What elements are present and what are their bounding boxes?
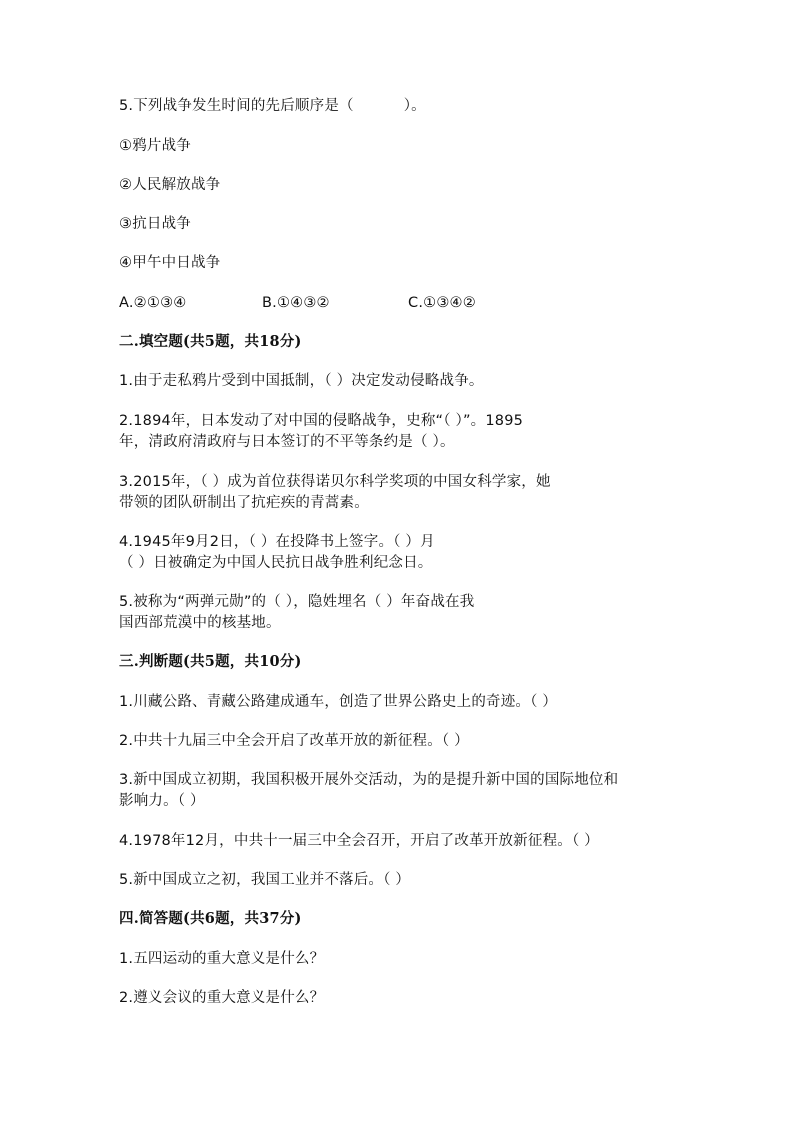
short-section-heading: 四.简答题(共6题，共37分) <box>119 910 302 927</box>
q5-option-1: ①鸦片战争 <box>119 138 191 154</box>
q5-option-4: ④甲午中日战争 <box>119 255 221 271</box>
q5-choice-b: B.①④③② <box>262 295 330 311</box>
fill-q2-line1: 2.1894年，日本发动了对中国的侵略战争，史称“（ ）”。1895 <box>119 413 524 429</box>
judge-q2: 2.中共十九届三中全会开启了改革开放的新征程。（ ） <box>119 733 469 749</box>
fill-q2-line2: 年，清政府清政府与日本签订的不平等条约是（ ）。 <box>119 434 455 450</box>
short-q2: 2.遵义会议的重大意义是什么？ <box>119 990 325 1006</box>
judge-q4: 4.1978年12月，中共十一届三中全会召开，开启了改革开放新征程。（ ） <box>119 833 599 849</box>
judge-q3-line1: 3.新中国成立初期，我国积极开展外交活动，为的是提升新中国的国际地位和 <box>119 772 619 788</box>
judge-section-heading: 三.判断题(共5题，共10分) <box>119 653 302 670</box>
fill-q3-line1: 3.2015年，（ ）成为首位获得诺贝尔科学奖项的中国女科学家，她 <box>119 474 551 490</box>
judge-q1: 1.川藏公路、青藏公路建成通车，创造了世界公路史上的奇迹。（ ） <box>119 694 558 710</box>
q5-choice-a: A.②①③④ <box>119 295 187 311</box>
fill-q5-line1: 5.被称为“两弹元勋”的（ ），隐姓埋名（ ）年奋战在我 <box>119 594 475 610</box>
fill-q3-line2: 带领的团队研制出了抗疟疾的青蒿素。 <box>119 495 369 511</box>
fill-q4-line2: （ ）日被确定为中国人民抗日战争胜利纪念日。 <box>119 555 433 571</box>
q5-stem-a: 5.下列战争发生时间的先后顺序是（ <box>119 98 354 114</box>
judge-q5: 5.新中国成立之初，我国工业并不落后。（ ） <box>119 872 411 888</box>
q5-option-2: ②人民解放战争 <box>119 177 221 193</box>
fill-q1: 1.由于走私鸦片受到中国抵制，（ ）决定发动侵略战争。 <box>119 373 484 389</box>
short-q1: 1.五四运动的重大意义是什么？ <box>119 951 325 967</box>
fill-q5-line2: 国西部荒漠中的核基地。 <box>119 615 281 631</box>
q5-option-3: ③抗日战争 <box>119 216 191 232</box>
q5-stem-b: ）。 <box>403 98 426 114</box>
fill-section-heading: 二.填空题(共5题，共18分) <box>119 333 302 350</box>
fill-q4-line1: 4.1945年9月2日，（ ）在投降书上签字。（ ）月 <box>119 534 435 550</box>
judge-q3-line2: 影响力。（ ） <box>119 793 205 809</box>
q5-stem <box>119 96 426 116</box>
q5-choice-c: C.①③④② <box>408 295 476 311</box>
